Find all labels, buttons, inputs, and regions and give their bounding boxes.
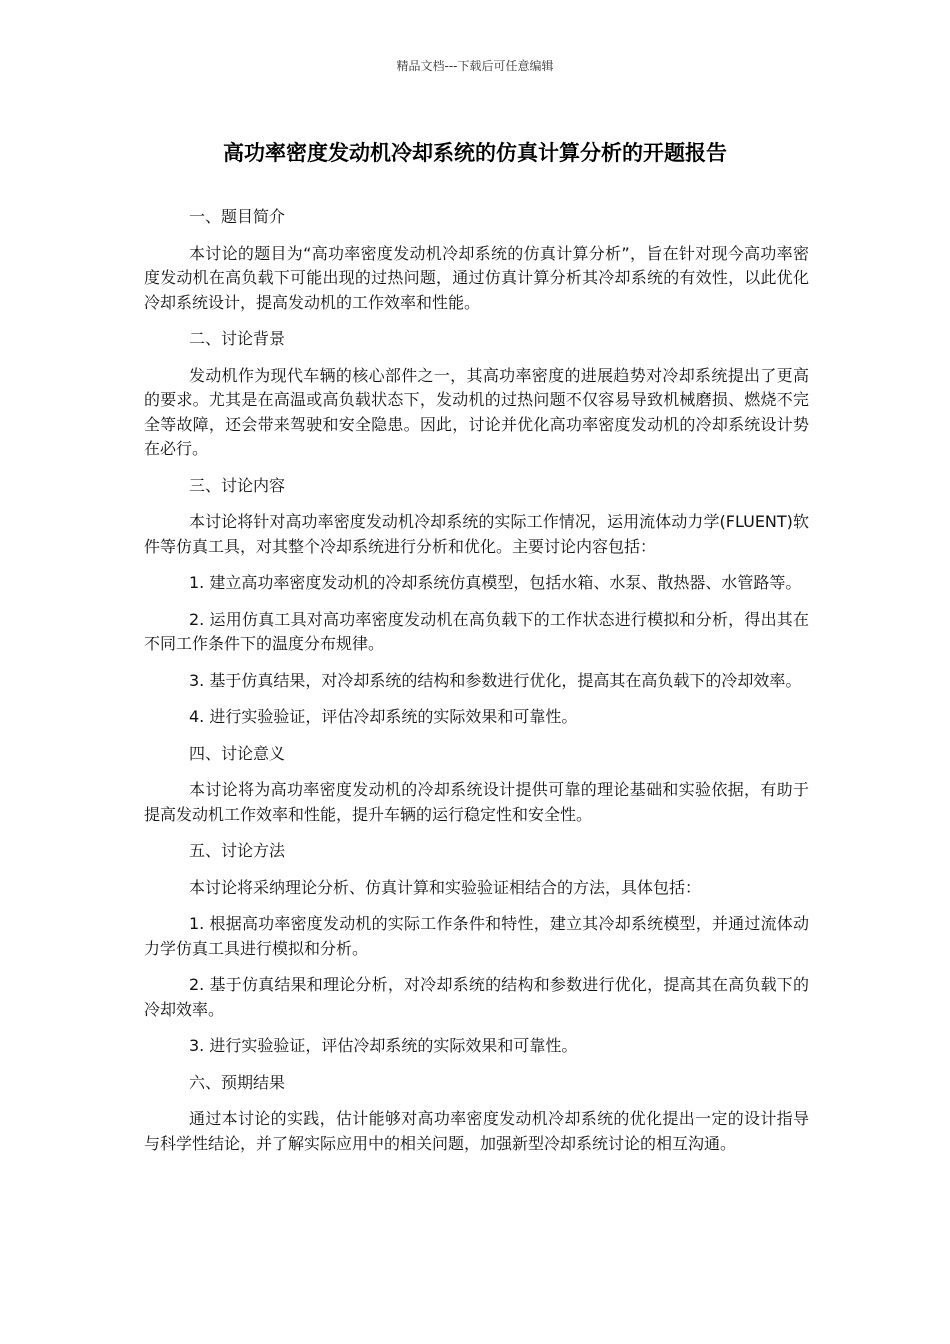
list-item: 1. 根据高功率密度发动机的实际工作条件和特性，建立其冷却系统模型，并通过流体动力学仿真工具进行模拟和分析。 <box>144 914 809 958</box>
list-item: 2. 运用仿真工具对高功率密度发动机在高负载下的工作状态进行模拟和分析，得出其在不同工作条件下的温度分布规律。 <box>144 609 809 653</box>
paragraph: 本讨论将为高功率密度发动机的冷却系统设计提供可靠的理论基础和实验依据，有助于提高发动机工作效率和性能，提升车辆的运行稳定性和安全性。 <box>144 780 809 824</box>
list-item: 3. 进行实验验证，评估冷却系统的实际效果和可靠性。 <box>189 1036 578 1055</box>
document-title: 高功率密度发动机冷却系统的仿真计算分析的开题报告 <box>223 141 727 165</box>
list-item: 3. 基于仿真结果，对冷却系统的结构和参数进行优化，提高其在高负载下的冷却效率。 <box>189 670 802 690</box>
header-note: 精品文档---下载后可任意编辑 <box>396 59 554 73</box>
section-heading: 三、讨论内容 <box>189 475 286 495</box>
paragraph: 本讨论将针对高功率密度发动机冷却系统的实际工作情况，运用流体动力学(FLUENT)软件等仿真工具，对其整个冷却系统进行分析和优化。主要讨论内容包括： <box>144 512 809 556</box>
section-heading: 四、讨论意义 <box>189 743 286 763</box>
section-heading: 五、讨论方法 <box>189 841 286 860</box>
section-heading: 六、预期结果 <box>189 1072 286 1092</box>
section-heading: 二、讨论背景 <box>189 329 286 348</box>
paragraph: 通过本讨论的实践，估计能够对高功率密度发动机冷却系统的优化提出一定的设计指导与科学性结论，并了解实际应用中的相关问题，加强新型冷却系统讨论的相互沟通。 <box>144 1109 809 1153</box>
paragraph: 本讨论将采纳理论分析、仿真计算和实验验证相结合的方法，具体包括： <box>189 877 702 897</box>
list-item: 4. 进行实验验证，评估冷却系统的实际效果和可靠性。 <box>189 707 578 726</box>
section-methods <box>144 839 809 1059</box>
section-significance <box>144 742 809 828</box>
paragraph: 发动机作为现代车辆的核心部件之一，其高功率密度的进展趋势对冷却系统提出了更高的要求。尤其是在高温或高负载状态下，发动机的过热问题不仅容易导致机械磨损、燃烧不完全等故障，还会带来驾驶和安全隐患。因此，讨论并优化高功率密度发动机的冷却系统设计势在必行。 <box>144 365 809 458</box>
section-background <box>144 327 809 462</box>
section-heading: 一、题目简介 <box>189 207 286 226</box>
paragraph: 本讨论的题目为“高功率密度发动机冷却系统的仿真计算分析”，旨在针对现今高功率密度发动机在高负载下可能出现的过热问题，通过仿真计算分析其冷却系统的有效性，以此优化冷却系统设计，提高发动机的工作效率和性能。 <box>144 243 809 312</box>
section-expected-results <box>144 1071 809 1157</box>
list-item: 2. 基于仿真结果和理论分析，对冷却系统的结构和参数进行优化，提高其在高负载下的冷却效率。 <box>144 975 809 1019</box>
section-topic-intro <box>144 205 809 315</box>
section-content <box>144 474 809 730</box>
document-body <box>144 205 809 1168</box>
list-item: 1. 建立高功率密度发动机的冷却系统仿真模型，包括水箱、水泵、散热器、水管路等。 <box>189 573 802 592</box>
